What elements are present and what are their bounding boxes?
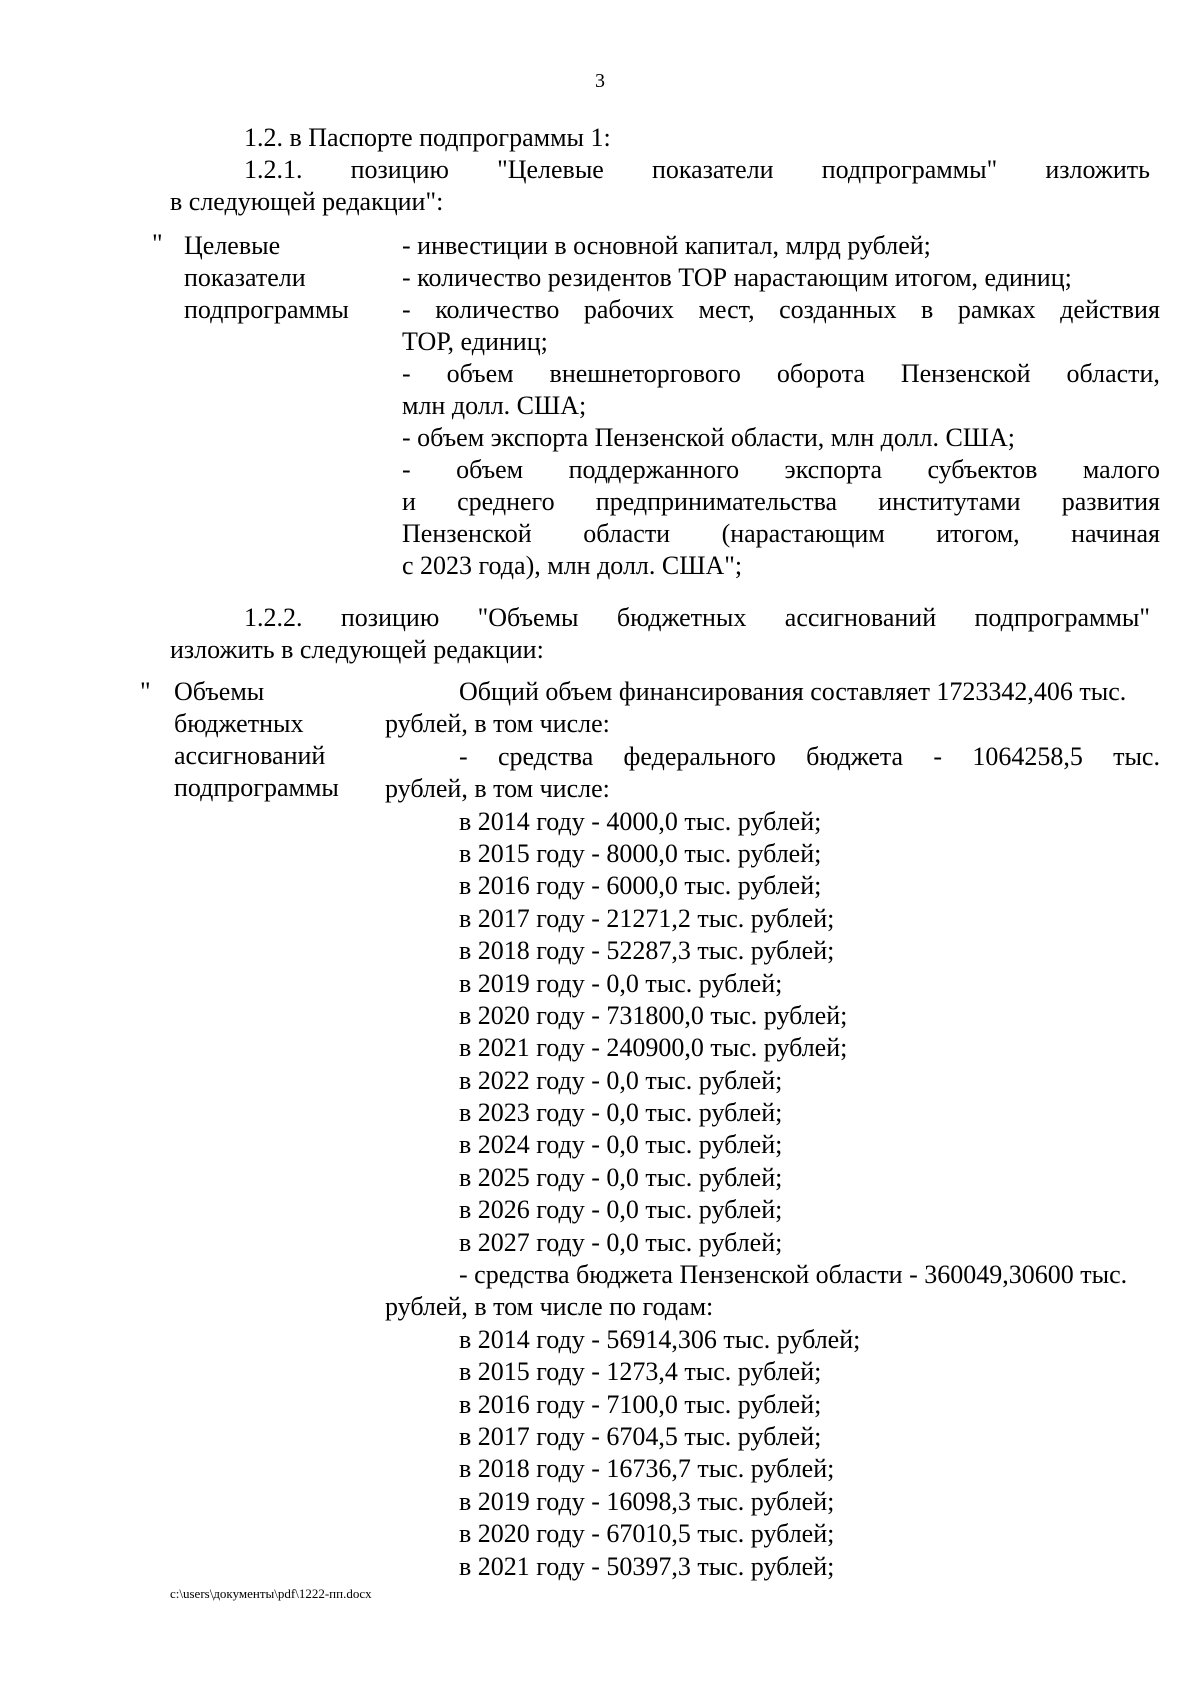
regional-year-line: в 2016 году - 7100,0 тыс. рублей; — [459, 1389, 822, 1419]
federal-year-line: в 2020 году - 731800,0 тыс. рублей; — [459, 1000, 848, 1030]
federal-budget-line: рублей, в том числе: — [385, 774, 610, 804]
page-number: 3 — [595, 70, 605, 92]
federal-year-line: в 2016 году - 6000,0 тыс. рублей; — [459, 871, 822, 901]
paragraph-1-2-1-line1 — [244, 154, 1150, 186]
federal-year-line: в 2024 году - 0,0 тыс. рублей; — [459, 1130, 783, 1160]
word: позицию — [350, 155, 449, 184]
word: бюджетных — [616, 603, 747, 632]
word: подпрограммы" — [974, 603, 1150, 632]
federal-year-line: в 2015 году - 8000,0 тыс. рублей; — [459, 838, 822, 868]
federal-year-line: в 2018 году - 52287,3 тыс. рублей; — [459, 936, 835, 966]
target-indicators-label — [184, 230, 349, 326]
label-line: бюджетных — [174, 709, 304, 738]
regional-year-line: в 2017 году - 6704,5 тыс. рублей; — [459, 1421, 822, 1451]
word: подпрограммы" — [821, 155, 998, 184]
budget-allocations-label — [174, 676, 339, 804]
label-line: подпрограммы — [174, 773, 339, 802]
target-indicators-content — [402, 230, 1160, 582]
label-line: показатели — [184, 263, 306, 292]
federal-year-line: в 2017 году - 21271,2 тыс. рублей; — [459, 903, 835, 933]
budget-allocations-content — [385, 676, 1160, 1583]
label-line: Целевые — [184, 231, 281, 260]
regional-budget-line: рублей, в том числе по годам: — [385, 1292, 714, 1322]
total-financing-line: Общий объем финансирования составляет 1723342,406 тыс. — [459, 677, 1127, 706]
indicator-line: млн долл. США; — [402, 391, 587, 420]
indicator-line: Пензенской области (нарастающим итогом, начиная — [402, 519, 1160, 548]
paragraph-1-2-2-line1 — [244, 602, 1150, 634]
federal-year-line: в 2027 году - 0,0 тыс. рублей; — [459, 1227, 783, 1257]
opening-quote: " — [152, 229, 163, 258]
word: изложить — [1045, 155, 1150, 184]
opening-quote: " — [140, 677, 151, 706]
word: "Целевые — [497, 155, 604, 184]
indicator-line: - объем внешнеторгового оборота Пензенской области, — [402, 359, 1160, 388]
footer-file-path: c:\users\документы\pdf\1222-пп.docx — [170, 1586, 372, 1601]
federal-year-line: в 2021 году - 240900,0 тыс. рублей; — [459, 1033, 848, 1063]
indicator-line: и среднего предпринимательства институтами развития — [402, 487, 1160, 516]
federal-year-line: в 2025 году - 0,0 тыс. рублей; — [459, 1162, 783, 1192]
label-line: ассигнований — [174, 741, 326, 770]
paragraph-1-2-2-line2: изложить в следующей редакции: — [170, 635, 544, 664]
indicator-line: с 2023 года), млн долл. США"; — [402, 551, 743, 580]
label-line: подпрограммы — [184, 295, 349, 324]
regional-year-line: в 2021 году - 50397,3 тыс. рублей; — [459, 1551, 835, 1581]
indicator-line: - количество резидентов ТОР нарастающим итогом, единиц; — [402, 263, 1072, 292]
federal-year-line: в 2022 году - 0,0 тыс. рублей; — [459, 1065, 783, 1095]
federal-year-line: в 2026 году - 0,0 тыс. рублей; — [459, 1195, 783, 1225]
indicator-line: - объем экспорта Пензенской области, млн долл. США; — [402, 423, 1016, 452]
indicator-line: ТОР, единиц; — [402, 327, 548, 356]
word: 1.2.2. — [244, 603, 303, 632]
label-line: Объемы — [174, 677, 265, 706]
word: позицию — [340, 603, 440, 632]
word: 1.2.1. — [244, 155, 303, 184]
regional-year-line: в 2020 году - 67010,5 тыс. рублей; — [459, 1519, 835, 1549]
federal-budget-line: - средства федерального бюджета - 1064258,5 тыс. — [459, 741, 1160, 771]
paragraph-1-2-1-line2: в следующей редакции": — [170, 187, 444, 216]
paragraph-1-2: 1.2. в Паспорте подпрограммы 1: — [244, 123, 611, 152]
regional-year-line: в 2014 году - 56914,306 тыс. рублей; — [459, 1324, 861, 1354]
federal-year-line: в 2014 году - 4000,0 тыс. рублей; — [459, 806, 822, 836]
regional-budget-line: - средства бюджета Пензенской области - 360049,30600 тыс. — [459, 1260, 1128, 1290]
federal-year-line: в 2019 году - 0,0 тыс. рублей; — [459, 968, 783, 998]
federal-year-line: в 2023 году - 0,0 тыс. рублей; — [459, 1098, 783, 1128]
indicator-line: - количество рабочих мест, созданных в рамках действия — [402, 295, 1160, 324]
regional-year-line: в 2019 году - 16098,3 тыс. рублей; — [459, 1486, 835, 1516]
indicator-line: - объем поддержанного экспорта субъектов малого — [402, 455, 1160, 484]
word: показатели — [651, 155, 774, 184]
indicator-line: - инвестиции в основной капитал, млрд рублей; — [402, 231, 931, 260]
word: ассигнований — [784, 603, 937, 632]
regional-year-line: в 2018 году - 16736,7 тыс. рублей; — [459, 1454, 835, 1484]
regional-year-line: в 2015 году - 1273,4 тыс. рублей; — [459, 1357, 822, 1387]
total-financing-line: рублей, в том числе: — [385, 709, 610, 739]
word: "Объемы — [477, 603, 579, 632]
